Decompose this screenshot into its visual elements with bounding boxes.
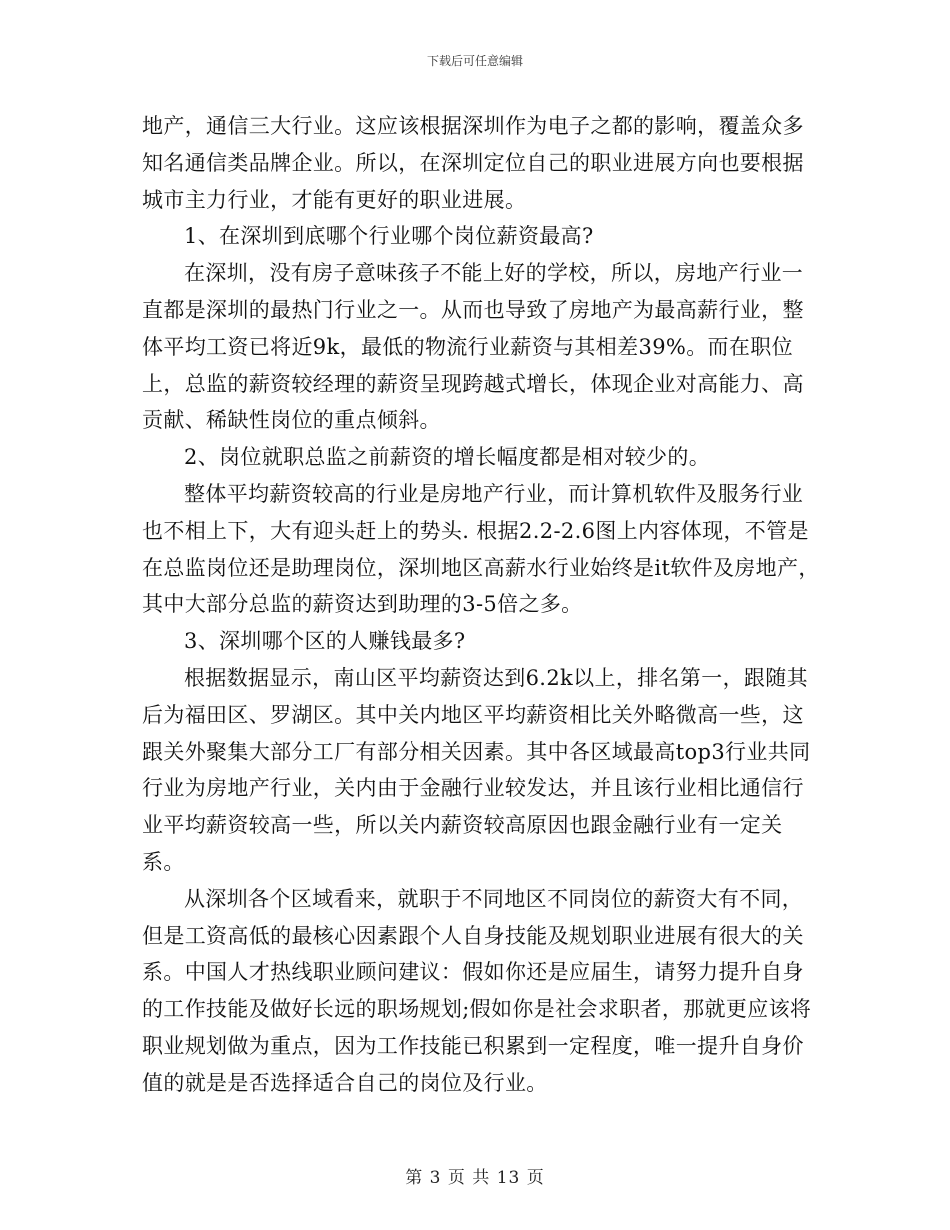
section-heading-1: 1、在深圳到底哪个行业哪个岗位薪资最高?	[184, 224, 594, 249]
paragraph-industry-comparison: 整体平均薪资较高的行业是房地产行业，而计算机软件及服务行业也不相上下，大有迎头赶上的势头. 根据2.2-2.6图上内容体现，不管是在总监岗位还是助理岗位，深圳地区高薪水行业始终是it软件及房地产，其中大部分总监的薪资达到助理的3-5倍之多。	[142, 481, 820, 617]
page-header-note: 下载后可任意编辑	[426, 54, 523, 68]
paragraph-real-estate-salary: 在深圳，没有房子意味孩子不能上好的学校，所以，房地产行业一直都是深圳的最热门行业之一。从而也导致了房地产为最高薪行业，整体平均工资已将近9k，最低的物流行业薪资与其相差39%。而在职位上，总监的薪资较经理的薪资呈现跨越式增长，体现企业对高能力、高贡献、稀缺性岗位的重点倾斜。	[142, 261, 804, 433]
section-heading-3: 3、深圳哪个区的人赚钱最多?	[184, 629, 466, 654]
page-number: 第 3 页 共 13 页	[405, 1168, 545, 1188]
paragraph-career-advice: 从深圳各个区域看来，就职于不同地区不同岗位的薪资大有不同，但是工资高低的最核心因素跟个人自身技能及规划职业进展有很大的关系。中国人才热线职业顾问建议：假如你还是应届生，请努力提升自身的工作技能及做好长远的职场规划;假如你是社会求职者，那就更应该将职业规划做为重点，因为工作技能已积累到一定程度，唯一提升自身价值的就是是否选择适合自己的岗位及行业。	[142, 886, 812, 1095]
document-body	[142, 108, 822, 1102]
paragraph-continuation: 地产，通信三大行业。这应该根据深圳作为电子之都的影响，覆盖众多知名通信类品牌企业。所以，在深圳定位自己的职业进展方向也要根据城市主力行业，才能有更好的职业进展。	[142, 114, 804, 212]
paragraph-district-salary: 根据数据显示，南山区平均薪资达到6.2k以上，排名第一，跟随其后为福田区、罗湖区。其中关内地区平均薪资相比关外略微高一些，这跟关外聚集大部分工厂有部分相关因素。其中各区域最高top3行业共同行业为房地产行业，关内由于金融行业较发达，并且该行业相比通信行业平均薪资较高一些，所以关内薪资较高原因也跟金融行业有一定关系。	[142, 665, 811, 874]
section-heading-2: 2、岗位就职总监之前薪资的增长幅度都是相对较少的。	[184, 445, 711, 470]
